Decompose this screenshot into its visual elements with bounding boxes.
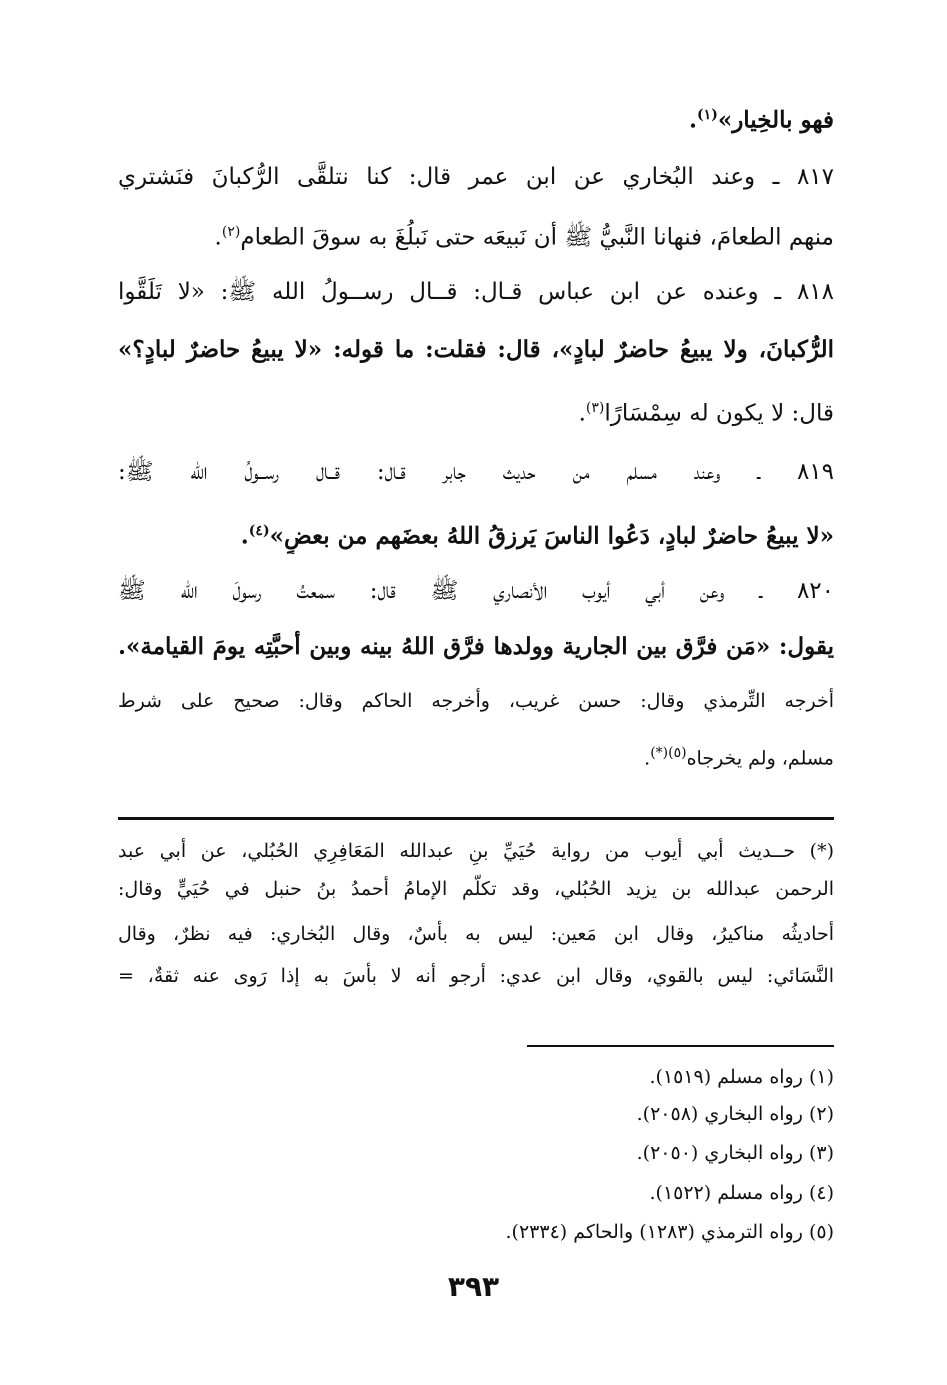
hadith-820-line-1: ٨٢٠ ـ وعن أبي أيوب الأنصاري ﷺ قال: سمعتُ رسولَ الله ﷺ <box>118 578 834 604</box>
section-divider <box>118 817 834 820</box>
footnote-4: (٤) رواه مسلم (١٥٢٢). <box>649 1182 834 1204</box>
footnote-ref-3: (٣) <box>585 400 605 416</box>
footnote-ref-4: (٤) <box>248 523 270 539</box>
hadith-817-line-2 <box>118 215 834 255</box>
hadith-819-line-1: ٨١٩ ـ وعند مسلم من حديث جابر قـال: قــال رســولُ الله ﷺ: <box>118 459 834 485</box>
footnote-ref-5: (٥)(*) <box>650 745 687 761</box>
hadith-818-line-2: الرُّكبانَ، ولا يبيعُ حاضرٌ لبادٍ»، قال: فقلت: ما قوله: «لا يبيعُ حاضرٌ لبادٍ؟» <box>118 336 834 363</box>
footnote-3: (٣) رواه البخاري (٢٠٥٠). <box>636 1142 834 1164</box>
footnote-1: (١) رواه مسلم (١٥١٩). <box>649 1066 834 1088</box>
hadith-818-period: . <box>578 400 586 427</box>
continuation-period: . <box>689 106 698 134</box>
editor-note-line-4: النَّسَائي: ليس بالقوي، وقال ابن عدي: أرجو أنه لا بأسَ به إذا رَوى عنه ثقةٌ، = <box>118 965 834 987</box>
hadith-819-text: «لا يبيعُ حاضرٌ لبادٍ، دَعُوا الناسَ يَرزقُ اللهُ بعضَهم من بعضٍ» <box>269 522 834 550</box>
editor-note-line-1: (*) حــديث أبي أيوب من رواية حُيَيِّ بنِ عبدالله المَعَافِرِي الحُبُلي، عن أبي عبد <box>118 840 834 862</box>
editor-note-line-2: الرحمن عبدالله بن يزيد الحُبُلي، وقد تكلَّم الإمامُ أحمدُ بنُ حنبل في حُيَيٍّ وقال: <box>118 878 834 900</box>
hadith-818-line-1: ٨١٨ ـ وعنده عن ابن عباس قـال: قــال رســولُ الله ﷺ: «لا تَلَقَّوا <box>118 279 834 305</box>
hadith-819-line-2 <box>118 514 834 554</box>
footnote-ref-2: (٢) <box>221 224 241 240</box>
hadith-817-line-1: ٨١٧ ـ وعند البُخاري عن ابن عمر قال: كنا نتلقَّى الرُّكبانَ فنَشتري <box>118 164 834 190</box>
takhrij-line-1: أخرجه التِّرمذي وقال: حسن غريب، وأخرجه الحاكم وقال: صحيح على شرط <box>118 690 834 712</box>
footnote-ref-1: (١) <box>697 107 718 123</box>
hadith-818-text: قال: لا يكون له سِمْسَارًا <box>604 400 834 427</box>
hadith-817-text: منهم الطعامَ، فنهانا النَّبيُّ ﷺ أن نَبيعَه حتى نَبلُغَ به سوقَ الطعام <box>240 224 834 251</box>
hadith-817-period: . <box>214 224 222 251</box>
page-number: ٣٩٣ <box>447 1270 500 1303</box>
hadith-820-line-2: يقول: «مَن فرَّق بين الجارية وولدها فرَّق اللهُ بينه وبين أحبَّتِه يومَ القيامة». <box>118 633 834 660</box>
footnote-5: (٥) رواه الترمذي (١٢٨٣) والحاكم (٢٣٣٤). <box>505 1221 834 1243</box>
footnote-divider <box>527 1045 834 1047</box>
takhrij-text: مسلم، ولم يخرجاه <box>686 747 834 770</box>
takhrij-period: . <box>644 747 651 770</box>
continuation-line <box>118 98 834 138</box>
hadith-818-line-3 <box>118 391 834 431</box>
hadith-819-period: . <box>240 522 249 550</box>
editor-note-line-3: أحاديثُه مناكيرُ، وقال ابن مَعين: ليس به بأسٌ، وقال البُخاري: فيه نظرٌ، وقال <box>118 923 834 945</box>
takhrij-line-2 <box>118 738 834 773</box>
footnote-2: (٢) رواه البخاري (٢٠٥٨). <box>636 1103 834 1125</box>
continuation-text: فهو بالخِيار» <box>717 106 834 134</box>
